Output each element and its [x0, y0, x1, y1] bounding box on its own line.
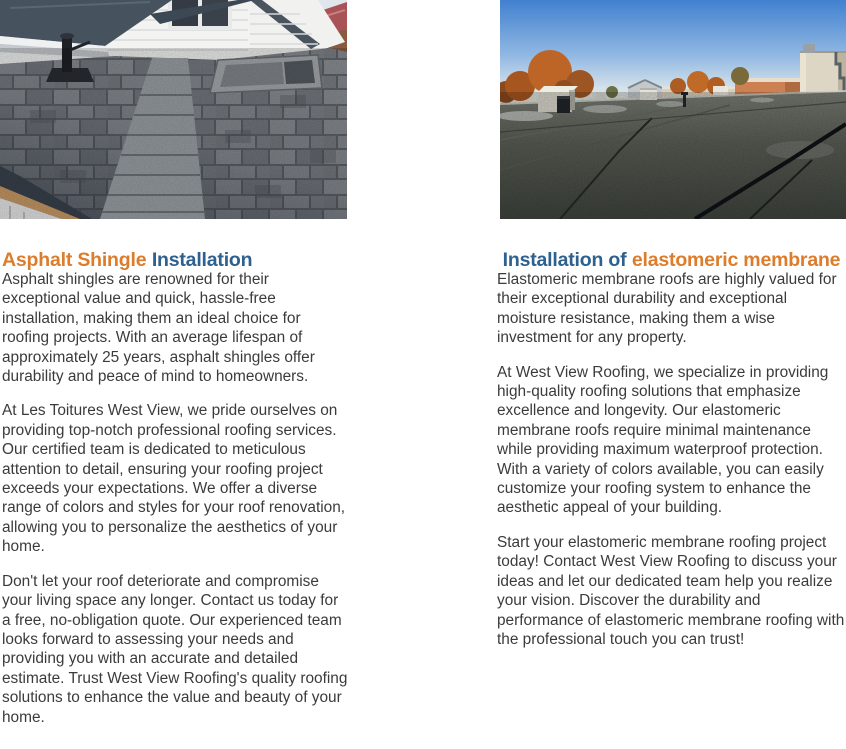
heading-orange-text: Asphalt Shingle [2, 249, 147, 272]
heading-orange-text: elastomeric membrane [631, 249, 841, 272]
elastomeric-membrane-roof-photo [500, 0, 846, 219]
paragraph: At Les Toitures West View, we pride ourselves on providing top-notch professional roofing services. Our certified team is dedicated to meticulous attention to detail, ensuring your roofing project exceeds your expectations. We offer a diverse range of colors and styles for your roof renovation, allowing you to personalize the aesthetics of your home. [2, 402, 346, 556]
paragraph: Don't let your roof deteriorate and compromise your living space any longer. Contact us today for a free, no-obligation quote. Our experienced team looks forward to assessing your needs and providing you with an accurate and detailed estimate. Trust West View Roofing's quality roofing solutions to enhance the value and beauty of your home. [2, 572, 348, 726]
membrane-roof-illustration [500, 0, 846, 219]
penthouse-block [800, 44, 846, 96]
asphalt-shingle-roof-photo [0, 0, 347, 219]
paragraph: Elastomeric membrane roofs are highly valued for their exceptional durability and exceptional moisture resistance, making them a wise investment for any property. [497, 271, 837, 347]
asphalt-roof-illustration [0, 0, 347, 219]
heading-blue-text: Installation of [502, 249, 627, 272]
paragraph: Start your elastomeric membrane roofing project today! Contact West View Roofing to discuss your ideas and let our dedicated team help you realize your vision. Discover the durability and performance of elastomeric membrane roofing with the professional touch you can trust! [497, 533, 845, 648]
right-text-column [497, 270, 846, 649]
heading-blue-text: Installation [151, 249, 253, 272]
paragraph: Asphalt shingles are renowned for their exceptional value and quick, hassle-free installation, making them an ideal choice for roofing projects. With an average lifespan of approximately 25 years, asphalt shingles offer durability and peace of mind to homeowners. [2, 271, 315, 386]
left-text-column [2, 270, 349, 727]
paragraph: At West View Roofing, we specialize in providing high-quality roofing solutions that emphasize excellence and longevity. Our elastomeric membrane roofs require minimal maintenance while providing maximum waterproof protection. With a variety of colors available, you can easily customize your roofing system to enhance the aesthetic appeal of your building. [497, 363, 829, 517]
